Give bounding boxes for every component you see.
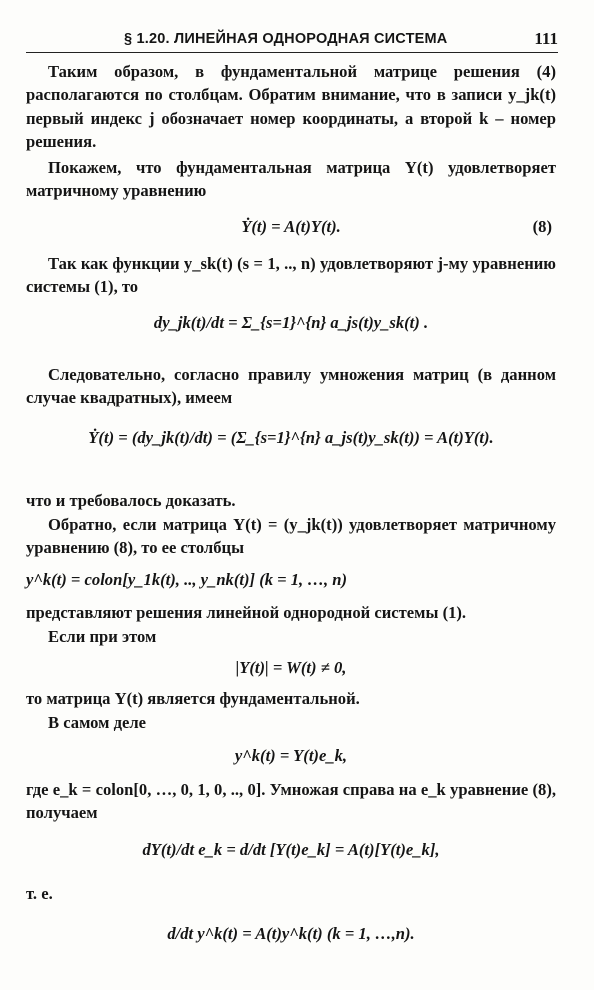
equation-sum-body: dy_jk(t)/dt = Σ_{s=1}^{n} a_js(t)y_sk(t) . [153,312,429,332]
equation-derivative-body: dY(t)/dt e_k = d/dt [Y(t)e_k] = A(t)[Y(t)e_k], [142,840,440,860]
paragraph-6: Обратно, если матрица Y(t) = (y_jk(t)) удовлетворяет матричному уравнению (8), то ее столбцы [26,514,556,558]
paragraph-1: Таким образом, в фундаментальной матрице решения (4) располагаются по столбцам. Обратим внимание, что в записи y_jk(t) первый индекс j обозначает номер координаты, а второй k – номер решения. [26,62,556,152]
equation-determinant-body: |Y(t)| = W(t) ≠ 0, [235,657,347,677]
equation-matrix [26,423,556,485]
paragraph-3: Так как функции y_sk(t) (s = 1, .., n) удовлетворяют j-му уравнению системы (1), то [26,253,556,297]
paragraph-5: что и требовалось доказать. [26,491,236,511]
equation-final [26,922,556,945]
equation-8 [26,215,556,238]
equation-matrix-body: Ẏ(t) = (dy_jk(t)/dt) = (Σ_{s=1}^{n} a_js(t)y_sk(t)) = A(t)Y(t). [88,428,494,448]
equation-sum [26,311,556,355]
equation-8-body: Ẏ(t) = A(t)Y(t). [241,217,341,237]
section-title: § 1.20. ЛИНЕЙНАЯ ОДНОРОДНАЯ СИСТЕМА [124,31,448,47]
paragraph-10: В самом деле [48,712,147,732]
paragraph-4: Следовательно, согласно правилу умножения матриц (в данном случае квадратных), имеем [26,364,556,408]
paragraph-11: где e_k = colon[0, …, 0, 1, 0, .., 0]. Умножая справа на e_k уравнение (8), получаем [26,779,556,822]
equation-8-number: (8) [532,217,552,237]
equation-yk-body: y^k(t) = Y(t)e_k, [234,746,348,766]
equation-derivative [26,838,556,878]
paragraph-7: представляют решения линейной однородной системы (1). [26,603,467,623]
paragraph-9: то матрица Y(t) является фундаментальной. [26,689,360,709]
equation-columns-body: y^k(t) = colon[y_1k(t), .., y_nk(t)] (k = 1, …, n) [26,569,348,589]
paragraph-8: Если при этом [48,626,157,646]
paragraph-12: т. е. [26,884,53,904]
paragraph-2: Покажем, что фундаментальная матрица Y(t) удовлетворяет матричному уравнению [26,157,556,201]
running-header [26,28,558,53]
equation-columns [26,568,556,591]
equation-yk [26,744,556,767]
equation-final-body: d/dt y^k(t) = A(t)y^k(t) (k = 1, …,n). [167,923,415,943]
page-body [26,60,556,945]
equation-determinant [26,656,556,679]
page-number: 111 [534,29,558,48]
